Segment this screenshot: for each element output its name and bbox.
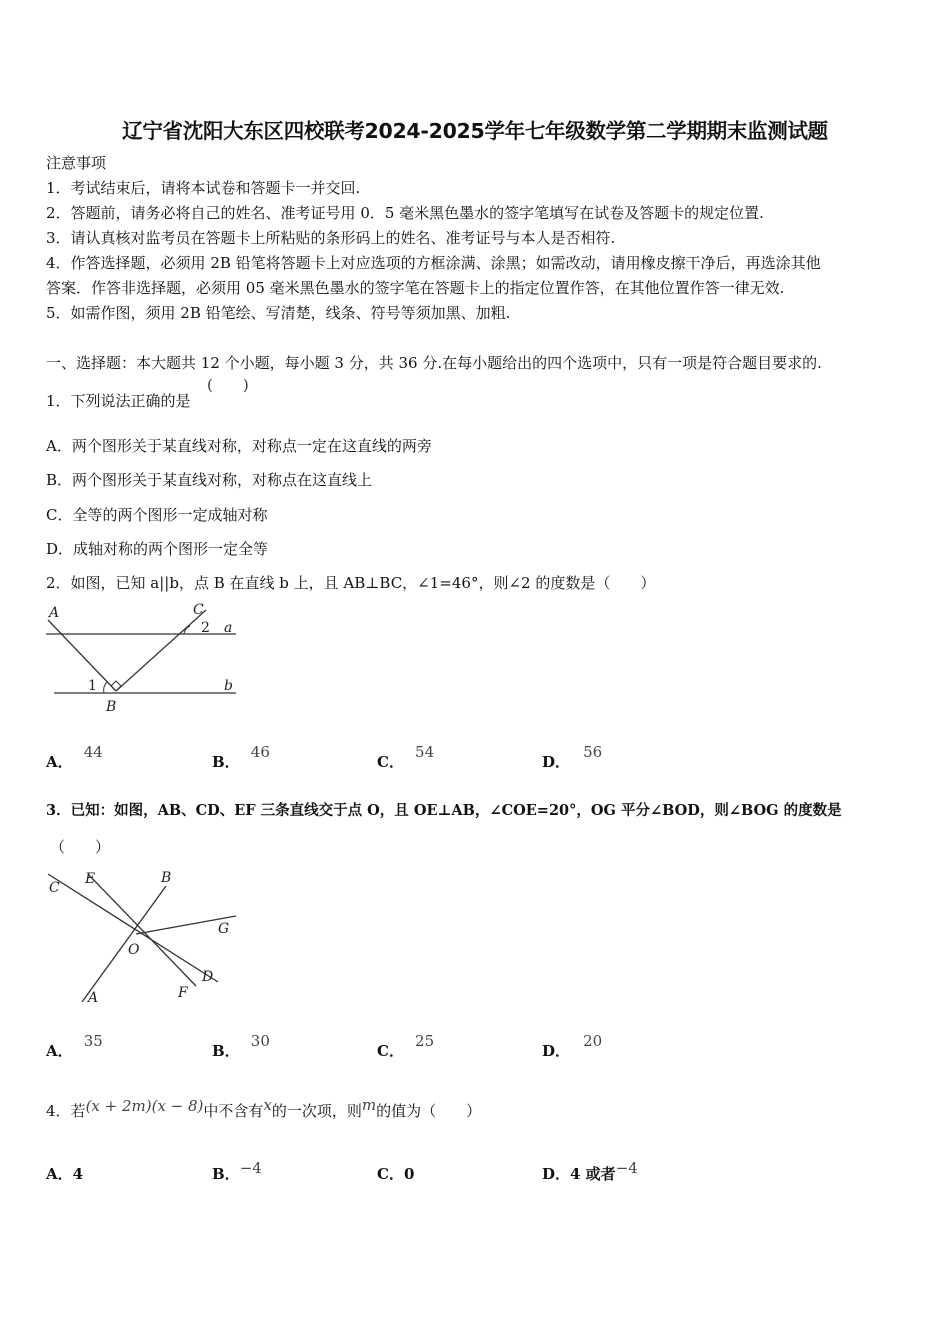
q4-number: 4． [46, 1102, 71, 1120]
q2-option-b[interactable]: B． 46 [212, 743, 270, 771]
q3-option-d-value: 20 [583, 1032, 603, 1050]
notice-item-1: 1．考试结束后，请将本试卷和答题卡一并交回. [46, 179, 361, 197]
q1-option-b[interactable]: B．两个图形关于某直线对称，对称点在这直线上 [46, 471, 373, 489]
notice-item-4: 4．作答选择题，必须用 2B 铅笔将答题卡上对应选项的方框涂满、涂黑；如需改动，请用橡皮擦干净后，再选涂其他 [46, 254, 821, 272]
q4-option-d-extra: −4 [615, 1159, 638, 1177]
q4-expression: (x + 2m)(x − 8) [85, 1097, 204, 1115]
q1-number: 1． [46, 392, 71, 410]
q1-option-a[interactable]: A．两个图形关于某直线对称，对称点一定在这直线的两旁 [46, 437, 432, 455]
q2-option-a[interactable]: A． 44 [46, 743, 103, 771]
q3-line-cd [48, 874, 218, 982]
q3-option-b-value: 30 [250, 1032, 270, 1050]
q3-label-d: D [202, 969, 214, 985]
q3-label-a: A [88, 990, 99, 1006]
notice-item-3: 3．请认真核对监考员在答题卡上所粘贴的条形码上的姓名、准考证号与本人是否相符. [46, 229, 616, 247]
q2-option-c-value: 54 [415, 743, 435, 761]
q2-label-angle1: 1 [88, 678, 97, 694]
q2-option-d[interactable]: D． 56 [542, 743, 603, 771]
q4-option-d[interactable]: D．4 或者−4 [542, 1159, 638, 1183]
q3-option-c-value: 25 [415, 1032, 435, 1050]
q2-label-line-a: a [224, 620, 233, 636]
q2-figure [40, 598, 250, 718]
q2-stem: 2．如图，已知 a||b，点 B 在直线 b 上，且 AB⊥BC，∠1=46°，则∠2 的度数是（ ） [46, 574, 656, 592]
q3-label-b: B [161, 870, 172, 886]
q4-option-c-value: 0 [403, 1165, 415, 1183]
section-heading: 一、选择题：本大题共 12 个小题，每小题 3 分，共 36 分.在每小题给出的四个选项中，只有一项是符合题目要求的. [46, 354, 822, 372]
q3-label-g: G [218, 921, 230, 937]
q2-line-bc [116, 610, 206, 691]
notice-item-5: 5．如需作图，须用 2B 铅笔绘、写清楚，线条、符号等须加黑、加粗. [46, 304, 511, 322]
q1-stem [46, 390, 191, 411]
notice-item-2: 2．答题前，请务必将自己的姓名、准考证号用 0．5 毫米黑色墨水的签字笔填写在试卷及答题卡的规定位置. [46, 204, 764, 222]
q3-option-a[interactable]: A． 35 [46, 1032, 103, 1060]
q4-var-x: x [263, 1096, 272, 1114]
q2-label-a-point: A [49, 605, 60, 621]
q3-label-f: F [178, 985, 188, 1001]
q4-stem: 4．若(x + 2m)(x − 8)中不含有x的一次项，则m的值为（ ） [46, 1096, 482, 1120]
notice-heading: 注意事项 [46, 154, 107, 172]
q3-paren: （ ） [50, 838, 111, 856]
q3-figure [40, 862, 250, 1012]
q4-option-a-value: 4 [72, 1165, 84, 1183]
q1-option-d[interactable]: D．成轴对称的两个图形一定全等 [46, 540, 269, 558]
q4-option-c[interactable]: C．0 [377, 1165, 415, 1183]
q1-paren: ( ) [207, 376, 249, 394]
notice-item-4-cont: 答案．作答非选择题，必须用 05 毫米黑色墨水的签字笔在答题卡上的指定位置作答，在其他位置作答一律无效. [46, 279, 785, 297]
q2-label-angle2: 2 [201, 620, 210, 636]
q4-option-b[interactable]: B．−4 [212, 1159, 262, 1183]
page-title: 辽宁省沈阳大东区四校联考2024-2025学年七年级数学第二学期期末监测试题 [122, 119, 828, 143]
q2-label-c-point: C [193, 602, 204, 618]
q3-stem: 3．已知：如图，AB、CD、EF 三条直线交于点 O，且 OE⊥AB，∠COE=20°，OG 平分∠BOD，则∠BOG 的度数是 [46, 802, 842, 819]
q3-option-b[interactable]: B． 30 [212, 1032, 270, 1060]
q4-option-b-value: −4 [239, 1159, 262, 1177]
q1-option-c[interactable]: C．全等的两个图形一定成轴对称 [46, 506, 268, 524]
q3-label-e: E [85, 871, 96, 887]
q3-option-c[interactable]: C． 25 [377, 1032, 435, 1060]
q2-option-b-value: 46 [250, 743, 270, 761]
q2-label-b-point: B [106, 699, 117, 715]
q2-option-a-value: 44 [83, 743, 103, 761]
q2-option-c[interactable]: C． 54 [377, 743, 435, 771]
q4-option-d-value: 4 或者 [570, 1165, 616, 1183]
q3-option-d[interactable]: D． 20 [542, 1032, 603, 1060]
q4-var-m: m [361, 1096, 377, 1114]
q3-label-c: C [49, 880, 60, 896]
q2-option-d-value: 56 [583, 743, 603, 761]
q4-option-a[interactable]: A．4 [46, 1165, 84, 1183]
q2-angle1-arc [104, 682, 107, 693]
q2-line-ab [48, 620, 116, 691]
q3-label-o: O [128, 942, 140, 958]
q3-option-a-value: 35 [83, 1032, 103, 1050]
q2-right-angle-mark [111, 681, 121, 691]
q3-line-ef [88, 874, 196, 986]
q2-label-line-b: b [224, 678, 233, 694]
q1-text: 下列说法正确的是 [70, 392, 191, 410]
